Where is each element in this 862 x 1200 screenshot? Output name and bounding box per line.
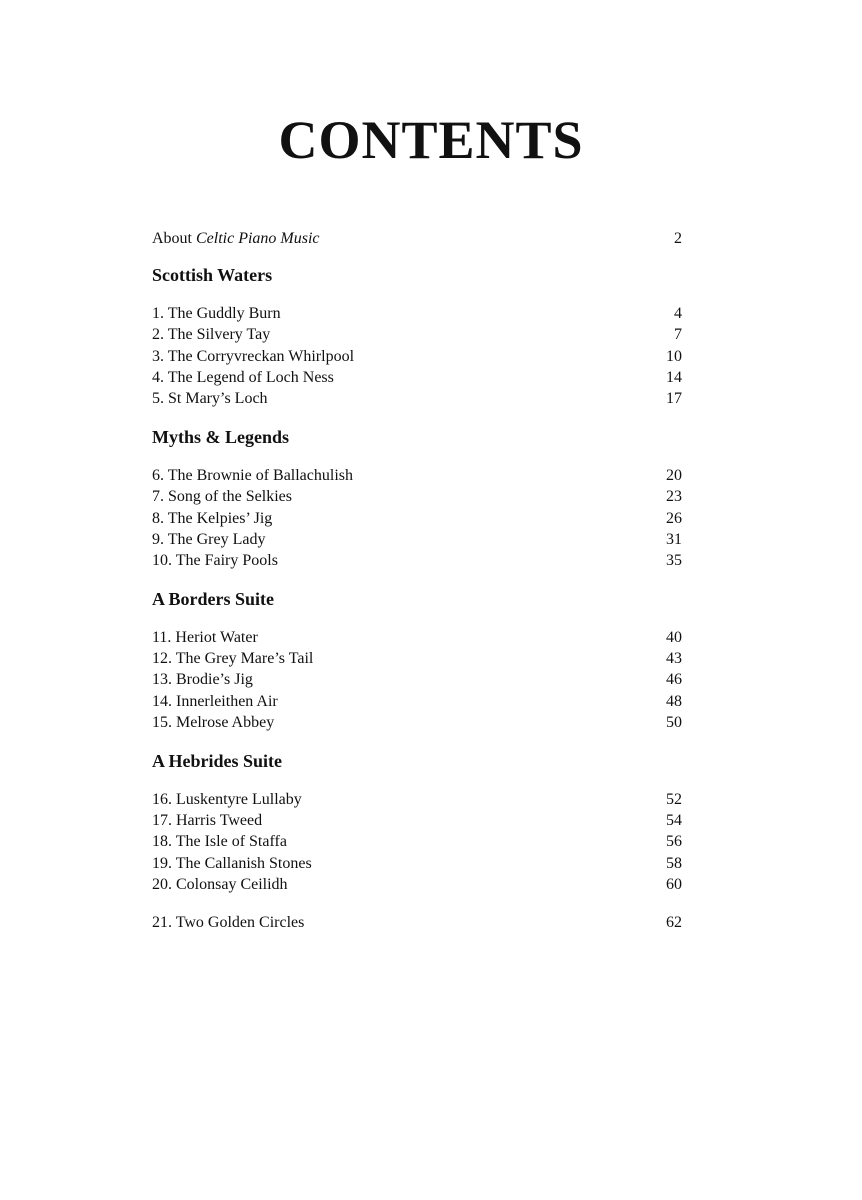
section-heading: Myths & Legends [152,427,290,448]
toc-entry [152,508,682,529]
entry-page-number: 52 [666,791,682,808]
entry-page-number: 14 [666,368,682,386]
toc-entry [152,324,682,345]
toc-entry [152,367,682,388]
entry-title: 7. Song of the Selkies [152,488,292,506]
entry-title: 8. The Kelpies’ Jig [152,509,273,527]
entry-title: 19. The Callanish Stones [152,854,312,872]
entry-page-number: 2 [674,230,682,247]
toc-section [152,263,682,409]
entry-page-number: 17 [666,389,682,407]
entry-page-number: 56 [666,833,682,851]
entry-page-number: 48 [666,692,682,710]
section-heading: Scottish Waters [152,265,273,286]
toc-entry [152,810,682,831]
toc-entry [152,550,682,571]
toc-entry [152,712,682,733]
toc-entry [152,465,682,486]
toc-entry [152,627,682,648]
entry-title: 12. The Grey Mare’s Tail [152,650,314,668]
entry-title: 3. The Corryvreckan Whirlpool [152,347,355,365]
toc-entry [152,853,682,874]
entry-title: 18. The Isle of Staffa [152,833,287,851]
entry-title: 6. The Brownie of Ballachulish [152,467,353,485]
entry-title: About Celtic Piano Music [152,230,320,247]
toc-entry [152,648,682,669]
table-of-contents [152,228,682,933]
toc-entry [152,529,682,550]
entry-title: 9. The Grey Lady [152,530,266,548]
toc-entry [152,789,682,810]
entry-page-number: 10 [666,347,682,365]
section-heading: A Hebrides Suite [152,751,283,771]
entry-page-number: 20 [666,467,682,485]
page-title: CONTENTS [278,110,584,170]
entry-title: 4. The Legend of Loch Ness [152,368,334,386]
entry-page-number: 50 [666,713,682,731]
toc-section [152,587,682,733]
toc-entry [152,388,682,409]
toc-entry [152,303,682,324]
entry-title: 2. The Silvery Tay [152,326,271,344]
entry-page-number: 4 [674,305,682,323]
entry-page-number: 46 [666,671,682,689]
entry-title: 15. Melrose Abbey [152,713,275,731]
entry-page-number: 35 [666,551,682,569]
entry-page-number: 7 [674,326,682,344]
entry-title: 5. St Mary’s Loch [152,389,268,407]
entry-page-number: 26 [666,509,682,527]
entry-page-number: 23 [666,488,682,506]
entry-title: 16. Luskentyre Lullaby [152,791,302,808]
toc-entry [152,486,682,507]
entry-title: 21. Two Golden Circles [152,913,305,931]
toc-entry [152,346,682,367]
toc-entry [152,831,682,852]
book-title: Celtic Piano Music [196,230,320,247]
entry-title: 11. Heriot Water [152,629,258,647]
toc-entry-intro [152,228,682,249]
entry-title: 14. Innerleithen Air [152,692,278,710]
toc-section [152,425,682,571]
entry-title: 17. Harris Tweed [152,812,263,830]
entry-page-number: 62 [666,913,682,931]
toc-section [152,749,682,895]
toc-entry [152,874,682,895]
entry-page-number: 31 [666,530,682,548]
entry-page-number: 43 [666,650,682,668]
entry-page-number: 54 [666,812,682,830]
toc-entry-final [152,912,682,933]
section-heading: A Borders Suite [152,589,275,610]
entry-page-number: 58 [666,854,682,872]
toc-entry [152,669,682,690]
entry-title: 10. The Fairy Pools [152,551,278,569]
entry-title: 20. Colonsay Ceilidh [152,875,288,893]
entry-page-number: 60 [666,875,682,893]
entry-title: 1. The Guddly Burn [152,305,281,323]
toc-entry [152,691,682,712]
entry-title: 13. Brodie’s Jig [152,671,253,689]
entry-page-number: 40 [666,629,682,647]
